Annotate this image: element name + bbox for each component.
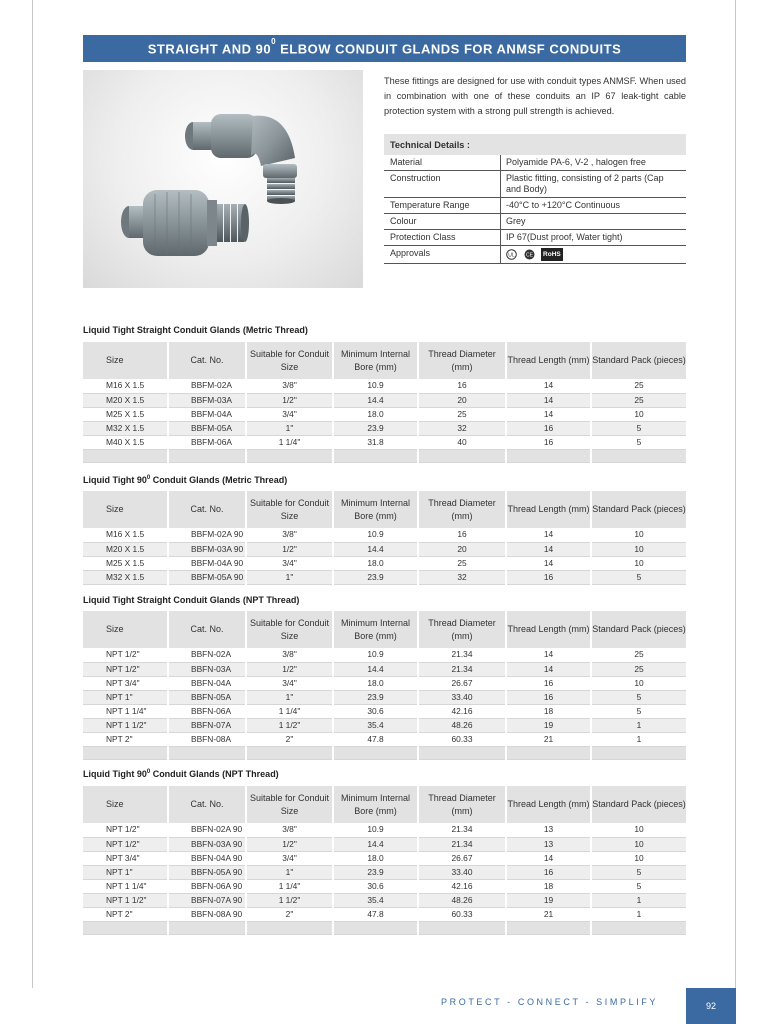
table-cell: 1 1/2" [246,893,333,907]
table-cell: 1/2" [246,542,333,556]
page-title: STRAIGHT AND $90^0$ ELBOW CONDUIT GLANDS FOR ANMSF CONDUITS [147,36,622,57]
table-cell: 14 [506,542,591,556]
table-cell: BBFM-04A 90 [168,556,246,570]
table-title: Liquid Tight $90^0$ Conduit Glands (NPT Thread) [83,769,279,779]
table-cell: 21.34 [418,837,506,851]
table-cell: BBFN-07A 90 [168,893,246,907]
table-cell: M16 X 1.5 [83,528,168,542]
table-cell: 2" [246,907,333,921]
column-header: Standard Pack (pieces) [591,611,686,648]
column-header: Minimum Internal Bore (mm) [333,786,418,823]
table-cell: BBFN-08A [168,732,246,746]
table-cell: 25 [591,393,686,407]
table-header-row [83,491,686,528]
table-cell: 10.9 [333,528,418,542]
table-cell: 3/8" [246,528,333,542]
spacer-cell [506,746,591,759]
table-cell: 1 1/4" [246,704,333,718]
elbow-metric-table [83,491,686,585]
table-cell: 16 [506,421,591,435]
table-row [83,570,686,584]
table-cell: 10 [591,851,686,865]
table-cell: 21.34 [418,648,506,662]
table-cell: 19 [506,893,591,907]
table-cell: NPT 1/2" [83,662,168,676]
table-row [83,865,686,879]
table-row [83,732,686,746]
table-spacer-row [83,449,686,462]
table-cell: 21 [506,732,591,746]
table-cell: NPT 3/4" [83,851,168,865]
table-cell: 21.34 [418,662,506,676]
table-cell: M32 X 1.5 [83,570,168,584]
table-cell: NPT 1 1/4" [83,704,168,718]
spacer-cell [418,746,506,759]
table-cell: 25 [591,648,686,662]
table-cell: 25 [591,662,686,676]
column-header: Cat. No. [168,491,246,528]
table-cell: 30.6 [333,879,418,893]
table-cell: 47.8 [333,907,418,921]
table-cell: 14 [506,648,591,662]
table-cell: 10 [591,823,686,837]
table-cell: NPT 1" [83,865,168,879]
table-row [83,893,686,907]
ce-certification-icon [524,249,535,260]
spacer-cell [333,449,418,462]
column-header: Standard Pack (pieces) [591,342,686,379]
table-cell: 10 [591,542,686,556]
column-header: Thread Length (mm) [506,491,591,528]
table-cell: 10.9 [333,648,418,662]
ce-badge-text: CE [525,252,533,259]
table-cell: 5 [591,421,686,435]
table-cell: 1 [591,732,686,746]
tech-row: Construction Plastic fitting, consisting of 2 parts (Cap and Body) [384,171,686,198]
table-cell: 60.33 [418,732,506,746]
table-row [83,556,686,570]
table-cell: 5 [591,879,686,893]
table-cell: BBFM-04A [168,407,246,421]
spacer-cell [168,449,246,462]
column-header: Suitable for Conduit Size [246,491,333,528]
table-cell: 10 [591,676,686,690]
table-cell: 16 [506,865,591,879]
ul-badge-text: UL [508,252,515,259]
table-cell: 23.9 [333,421,418,435]
table-cell: BBFN-08A 90 [168,907,246,921]
column-header: Suitable for Conduit Size [246,342,333,379]
column-header: Cat. No. [168,342,246,379]
table-cell: 13 [506,823,591,837]
table-cell: 20 [418,393,506,407]
table-cell: BBFM-03A 90 [168,542,246,556]
table-cell: 25 [418,556,506,570]
table-row [83,379,686,393]
table-cell: BBFN-02A [168,648,246,662]
product-photo [83,70,363,288]
table-cell: 18.0 [333,407,418,421]
table-cell: 33.40 [418,865,506,879]
table-cell: BBFM-02A 90 [168,528,246,542]
table-cell: 26.67 [418,676,506,690]
table-spacer-row [83,921,686,934]
table-row [83,907,686,921]
tech-row: Material Polyamide PA-6, V-2 , halogen free [384,155,686,171]
table-cell: 13 [506,837,591,851]
table-cell: 5 [591,704,686,718]
table-cell: BBFM-06A [168,435,246,449]
rohs-badge: RoHS [541,248,563,261]
table-cell: BBFN-05A 90 [168,865,246,879]
table-cell: 35.4 [333,893,418,907]
column-header: Thread Diameter (mm) [418,786,506,823]
table-cell: 14 [506,379,591,393]
table-cell: 1" [246,570,333,584]
table-cell: M20 X 1.5 [83,542,168,556]
table-cell: NPT 1/2" [83,823,168,837]
table-row [83,718,686,732]
table-cell: 31.8 [333,435,418,449]
column-header: Minimum Internal Bore (mm) [333,611,418,648]
table-cell: 32 [418,421,506,435]
table-cell: 1" [246,421,333,435]
table-cell: 14 [506,407,591,421]
table-header-row [83,342,686,379]
table-cell: M16 X 1.5 [83,379,168,393]
table-cell: 18 [506,879,591,893]
intro-paragraph: These fittings are designed for use with conduit types ANMSF. When used in combination with one of these conduits an IP 67 leak-tight cable protection system with a strong pull strength is achieved. [384,76,686,116]
column-header: Standard Pack (pieces) [591,491,686,528]
table-cell: 14 [506,662,591,676]
table-cell: 18.0 [333,851,418,865]
table-cell: 10 [591,556,686,570]
column-header: Thread Diameter (mm) [418,611,506,648]
table-cell: 18.0 [333,676,418,690]
table-cell: 10 [591,837,686,851]
table-cell: NPT 1/2" [83,648,168,662]
spacer-cell [246,921,333,934]
table-cell: M40 X 1.5 [83,435,168,449]
table-cell: 14 [506,393,591,407]
technical-details [384,134,686,264]
table-cell: BBFM-05A [168,421,246,435]
table-row [83,393,686,407]
table-cell: 5 [591,690,686,704]
table-cell: NPT 1 1/4" [83,879,168,893]
table-cell: 23.9 [333,865,418,879]
spacer-cell [333,746,418,759]
column-header: Cat. No. [168,786,246,823]
table-cell: 42.16 [418,704,506,718]
table-cell: 23.9 [333,570,418,584]
table-title: Liquid Tight Straight Conduit Glands (Metric Thread) [83,325,308,335]
table-cell: M32 X 1.5 [83,421,168,435]
table-cell: 21.34 [418,823,506,837]
tech-row: Protection Class IP 67(Dust proof, Water tight) [384,230,686,246]
table-cell: 3/8" [246,648,333,662]
table-cell: 10 [591,407,686,421]
column-header: Minimum Internal Bore (mm) [333,342,418,379]
table-cell: 19 [506,718,591,732]
table-cell: 3/4" [246,556,333,570]
spacer-cell [83,449,168,462]
spacer-cell [418,921,506,934]
table-cell: 16 [506,570,591,584]
table-row [83,676,686,690]
table-cell: 1 [591,907,686,921]
table-cell: M25 X 1.5 [83,556,168,570]
table-cell: 35.4 [333,718,418,732]
table-cell: BBFN-02A 90 [168,823,246,837]
ul-certification-icon [506,249,517,260]
table-cell: 14 [506,556,591,570]
table-cell: 3/4" [246,676,333,690]
table-cell: 1/2" [246,662,333,676]
spacer-cell [591,746,686,759]
page-number: 92 [686,988,736,1024]
table-cell: 48.26 [418,893,506,907]
table-cell: 16 [506,435,591,449]
table-cell: 3/4" [246,407,333,421]
table-cell: 3/4" [246,851,333,865]
table-cell: 10 [591,528,686,542]
table-cell: 25 [591,379,686,393]
table-cell: 47.8 [333,732,418,746]
table-cell: NPT 1/2" [83,837,168,851]
table-cell: 23.9 [333,690,418,704]
table-cell: BBFN-03A [168,662,246,676]
table-cell: 3/8" [246,379,333,393]
table-cell: 16 [506,676,591,690]
table-cell: 16 [506,690,591,704]
table-cell: M20 X 1.5 [83,393,168,407]
table-title: Liquid Tight $90^0$ Conduit Glands (Metric Thread) [83,475,288,485]
table-cell: NPT 2" [83,907,168,921]
technical-details-heading: Technical Details : [384,134,686,155]
table-cell: 10.9 [333,379,418,393]
column-header: Size [83,491,168,528]
table-cell: NPT 1" [83,690,168,704]
table-cell: 10.9 [333,823,418,837]
table-row [83,421,686,435]
table-cell: 60.33 [418,907,506,921]
spacer-cell [246,746,333,759]
table-cell: BBFN-06A 90 [168,879,246,893]
table-cell: 14 [506,528,591,542]
column-header: Suitable for Conduit Size [246,611,333,648]
table-row [83,407,686,421]
tech-row-approvals: Approvals UL CE RoHS [384,246,686,264]
spacer-cell [506,449,591,462]
spacer-cell [168,921,246,934]
table-row [83,823,686,837]
table-cell: 1/2" [246,837,333,851]
spacer-cell [333,921,418,934]
table-cell: BBFM-02A [168,379,246,393]
table-cell: BBFN-06A [168,704,246,718]
table-cell: 3/8" [246,823,333,837]
column-header: Suitable for Conduit Size [246,786,333,823]
table-cell: 25 [418,407,506,421]
table-cell: NPT 1 1/2" [83,893,168,907]
column-header: Size [83,342,168,379]
table-cell: 30.6 [333,704,418,718]
footer-tagline: PROTECT - CONNECT - SIMPLIFY [441,997,658,1007]
table-cell: 1/2" [246,393,333,407]
table-cell: 16 [418,379,506,393]
table-row [83,528,686,542]
table-cell: NPT 2" [83,732,168,746]
spacer-cell [591,921,686,934]
table-cell: 48.26 [418,718,506,732]
table-cell: 32 [418,570,506,584]
tech-row: Temperature Range -40°C to +120°C Continuous [384,198,686,214]
table-cell: 1 1/4" [246,879,333,893]
table-cell: 1 1/2" [246,718,333,732]
spacer-cell [591,449,686,462]
table-cell: 21 [506,907,591,921]
table-header-row [83,611,686,648]
table-cell: 14.4 [333,662,418,676]
table-cell: 2" [246,732,333,746]
spacer-cell [83,921,168,934]
table-cell: 14 [506,851,591,865]
table-cell: BBFM-03A [168,393,246,407]
table-cell: M25 X 1.5 [83,407,168,421]
table-cell: 18 [506,704,591,718]
table-cell: BBFN-04A 90 [168,851,246,865]
table-cell: 20 [418,542,506,556]
tech-row: Colour Grey [384,214,686,230]
column-header: Minimum Internal Bore (mm) [333,491,418,528]
column-header: Cat. No. [168,611,246,648]
table-row [83,662,686,676]
table-cell: 42.16 [418,879,506,893]
table-row [83,690,686,704]
table-row [83,435,686,449]
column-header: Thread Diameter (mm) [418,491,506,528]
spacer-cell [168,746,246,759]
table-cell: 1" [246,690,333,704]
table-cell: 14.4 [333,393,418,407]
footer [0,988,768,1024]
table-cell: 5 [591,865,686,879]
table-cell: 18.0 [333,556,418,570]
table-cell: 33.40 [418,690,506,704]
table-row [83,542,686,556]
column-header: Thread Length (mm) [506,786,591,823]
table-cell: 1 [591,893,686,907]
spacer-cell [418,449,506,462]
straight-metric-table [83,342,686,463]
table-cell: BBFN-05A [168,690,246,704]
column-header: Thread Length (mm) [506,342,591,379]
page-title-banner [83,35,686,62]
table-cell: BBFN-04A [168,676,246,690]
column-header: Standard Pack (pieces) [591,786,686,823]
spacer-cell [246,449,333,462]
table-row [83,851,686,865]
table-cell: 1 1/4" [246,435,333,449]
table-cell: 1" [246,865,333,879]
spacer-cell [83,746,168,759]
straight-npt-table [83,611,686,760]
table-cell: 1 [591,718,686,732]
table-row [83,879,686,893]
column-header: Size [83,611,168,648]
table-row [83,648,686,662]
table-cell: 14.4 [333,542,418,556]
table-cell: 26.67 [418,851,506,865]
column-header: Thread Diameter (mm) [418,342,506,379]
conduit-gland-illustration [83,70,363,288]
table-spacer-row [83,746,686,759]
table-cell: 40 [418,435,506,449]
table-row [83,704,686,718]
elbow-npt-table [83,786,686,935]
column-header: Size [83,786,168,823]
table-title: Liquid Tight Straight Conduit Glands (NPT Thread) [83,595,300,605]
table-cell: NPT 1 1/2" [83,718,168,732]
table-cell: 5 [591,570,686,584]
table-header-row [83,786,686,823]
table-cell: NPT 3/4" [83,676,168,690]
table-row [83,837,686,851]
spacer-cell [506,921,591,934]
table-cell: BBFM-05A 90 [168,570,246,584]
table-cell: BBFN-03A 90 [168,837,246,851]
table-cell: 5 [591,435,686,449]
column-header: Thread Length (mm) [506,611,591,648]
table-cell: 14.4 [333,837,418,851]
table-cell: BBFN-07A [168,718,246,732]
table-cell: 16 [418,528,506,542]
